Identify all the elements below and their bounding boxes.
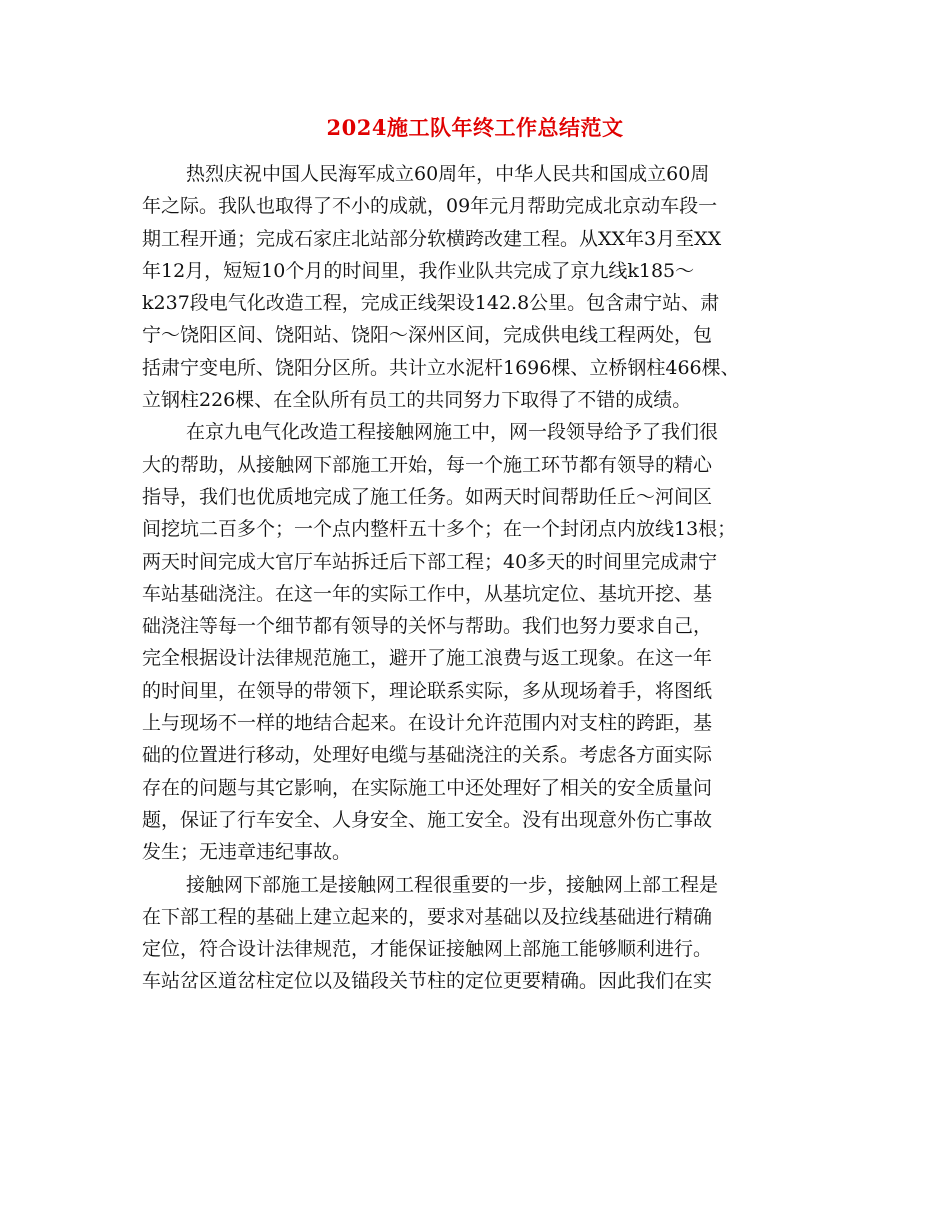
paragraph-line: 立钢柱226棵、在全队所有员工的共同努力下取得了不错的成绩。 [142, 389, 692, 412]
paragraph-line: 年之际。我队也取得了不小的成就，09年元月帮助完成北京动车段一 [142, 195, 718, 218]
paragraph-line: 上与现场不一样的地结合起来。在设计允许范围内对支柱的跨距，基 [142, 712, 713, 735]
paragraph-line: 间挖坑二百多个；一个点内整杆五十多个；在一个封闭点内放线13根； [142, 518, 737, 541]
paragraph-line: k237段电气化改造工程，完成正线架设142.8公里。包含肃宁站、肃 [142, 292, 720, 315]
paragraph-line: 车站基础浇注。在这一年的实际工作中，从基坑定位、基坑开挖、基 [142, 582, 713, 605]
paragraph-line: 车站岔区道岔柱定位以及锚段关节柱的定位更要精确。因此我们在实 [142, 970, 713, 993]
paragraph-line: 括肃宁变电所、饶阳分区所。共计立水泥杆1696棵、立桥钢柱466棵、 [142, 356, 740, 379]
paragraph-line: 础浇注等每一个细节都有领导的关怀与帮助。我们也努力要求自己， [142, 615, 713, 638]
paragraph-line: 指导，我们也优质地完成了施工任务。如两天时间帮助任丘～河间区 [142, 485, 713, 508]
document-title: 2024施工队年终工作总结范文 [326, 115, 624, 140]
paragraph-line: 年12月，短短10个月的时间里，我作业队共完成了京九线k185～ [142, 259, 695, 282]
paragraph-line: 定位，符合设计法律规范，才能保证接触网上部施工能够顺利进行。 [142, 938, 713, 961]
paragraph-line: 题，保证了行车安全、人身安全、施工安全。没有出现意外伤亡事故 [142, 808, 713, 831]
paragraph-line: 两天时间完成大官厅车站拆迁后下部工程；40多天的时间里完成肃宁 [142, 550, 718, 573]
paragraph-line: 的时间里，在领导的带领下，理论联系实际，多从现场着手，将图纸 [142, 679, 713, 702]
paragraph-line: 发生；无违章违纪事故。 [142, 841, 352, 864]
paragraph-line: 期工程开通；完成石家庄北站部分软横跨改建工程。从XX年3月至XX [142, 227, 722, 250]
paragraph-line: 宁～饶阳区间、饶阳站、饶阳～深州区间，完成供电线工程两处，包 [142, 324, 713, 347]
paragraph-line: 在下部工程的基础上建立起来的，要求对基础以及拉线基础进行精确 [142, 905, 713, 928]
paragraph-first-line: 在京九电气化改造工程接触网施工中，网一段领导给予了我们很 [186, 421, 719, 444]
paragraph-line: 存在的问题与其它影响，在实际施工中还处理好了相关的安全质量问 [142, 776, 713, 799]
document-body [142, 158, 814, 998]
paragraph-first-line: 热烈庆祝中国人民海军成立60周年，中华人民共和国成立60周 [186, 163, 710, 185]
paragraph-first-line: 接触网下部施工是接触网工程很重要的一步，接触网上部工程是 [186, 873, 719, 896]
paragraph-line: 大的帮助，从接触网下部施工开始，每一个施工环节都有领导的精心 [142, 453, 713, 476]
paragraph-line: 完全根据设计法律规范施工，避开了施工浪费与返工现象。在这一年 [142, 647, 713, 670]
paragraph-line: 础的位置进行移动，处理好电缆与基础浇注的关系。考虑各方面实际 [142, 744, 713, 767]
